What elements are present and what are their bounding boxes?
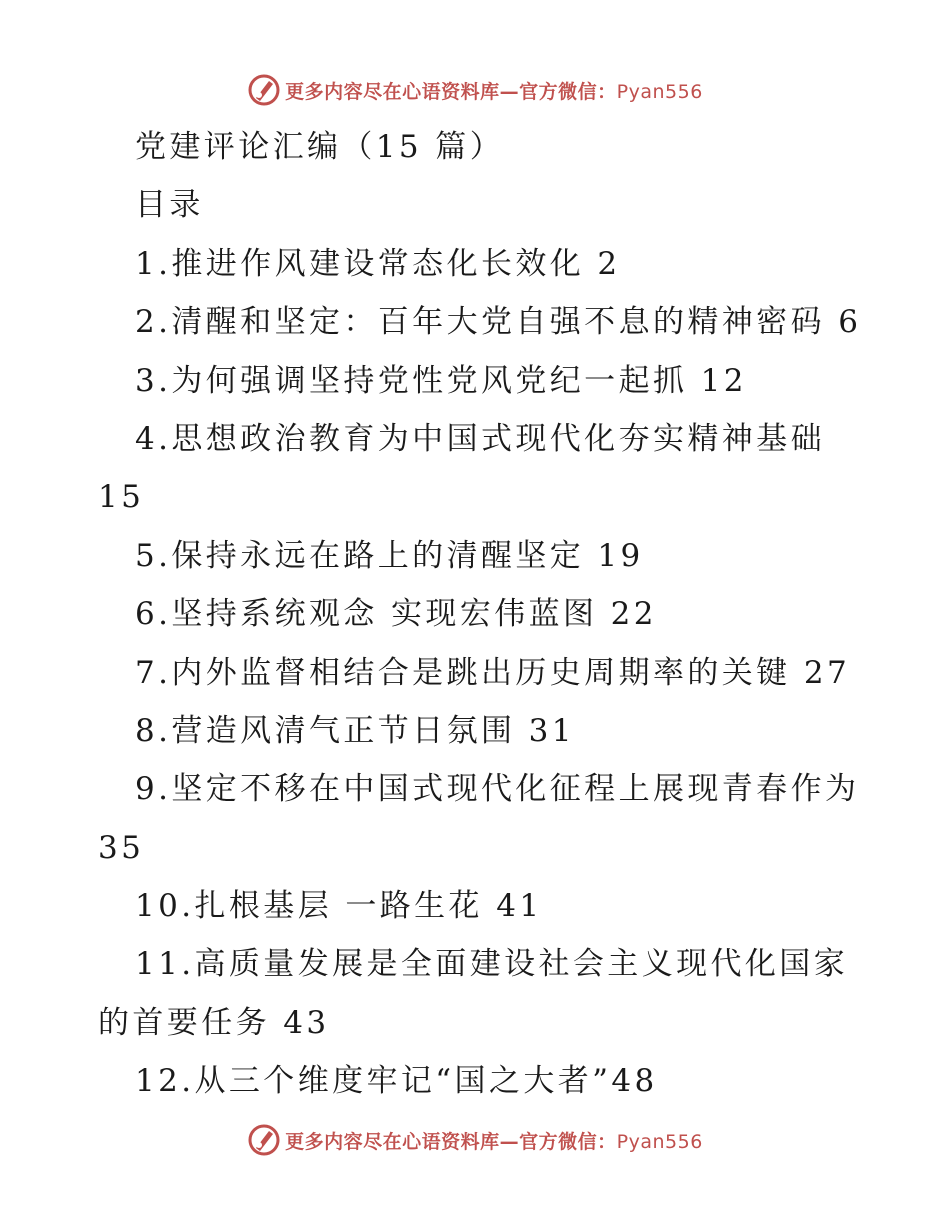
toc-entry: 5.保持永远在路上的清醒坚定 19: [135, 538, 644, 574]
toc-entry: 6.坚持系统观念 实现宏伟蓝图 22: [135, 596, 657, 632]
toc-heading: 目录: [135, 187, 204, 223]
toc-entry-continuation: 的首要任务 43: [98, 1005, 330, 1041]
footer-banner: [0, 1120, 950, 1160]
header-banner: [0, 70, 950, 110]
pen-logo-icon: [247, 73, 281, 107]
toc-entry-continuation: 35: [98, 830, 145, 866]
pen-logo-icon: [247, 1123, 281, 1157]
toc-entry: 8.营造风清气正节日氛围 31: [135, 713, 575, 749]
toc-entry: 4.思想政治教育为中国式现代化夯实精神基础: [135, 421, 825, 457]
toc-entry: 1.推进作风建设常态化长效化 2: [135, 246, 621, 282]
toc-entry: 10.扎根基层 一路生花 41: [135, 888, 543, 924]
toc-entry: 7.内外监督相结合是跳出历史周期率的关键 27: [135, 655, 851, 691]
toc-entry: 9.坚定不移在中国式现代化征程上展现青春作为: [135, 771, 860, 807]
banner-text: 更多内容尽在心语资料库—官方微信：Pyan556: [285, 80, 703, 103]
toc-entry-continuation: 15: [98, 479, 145, 515]
toc-entry: 2.清醒和坚定：百年大党自强不息的精神密码 6: [135, 304, 862, 340]
document-title: 党建评论汇编（15 篇）: [135, 129, 505, 165]
toc-entry: 12.从三个维度牢记“国之大者”48: [135, 1063, 658, 1099]
toc-entry: 3.为何强调坚持党性党风党纪一起抓 12: [135, 363, 747, 399]
toc-entry: 11.高质量发展是全面建设社会主义现代化国家: [135, 946, 849, 982]
banner-text: 更多内容尽在心语资料库—官方微信：Pyan556: [285, 1130, 703, 1153]
